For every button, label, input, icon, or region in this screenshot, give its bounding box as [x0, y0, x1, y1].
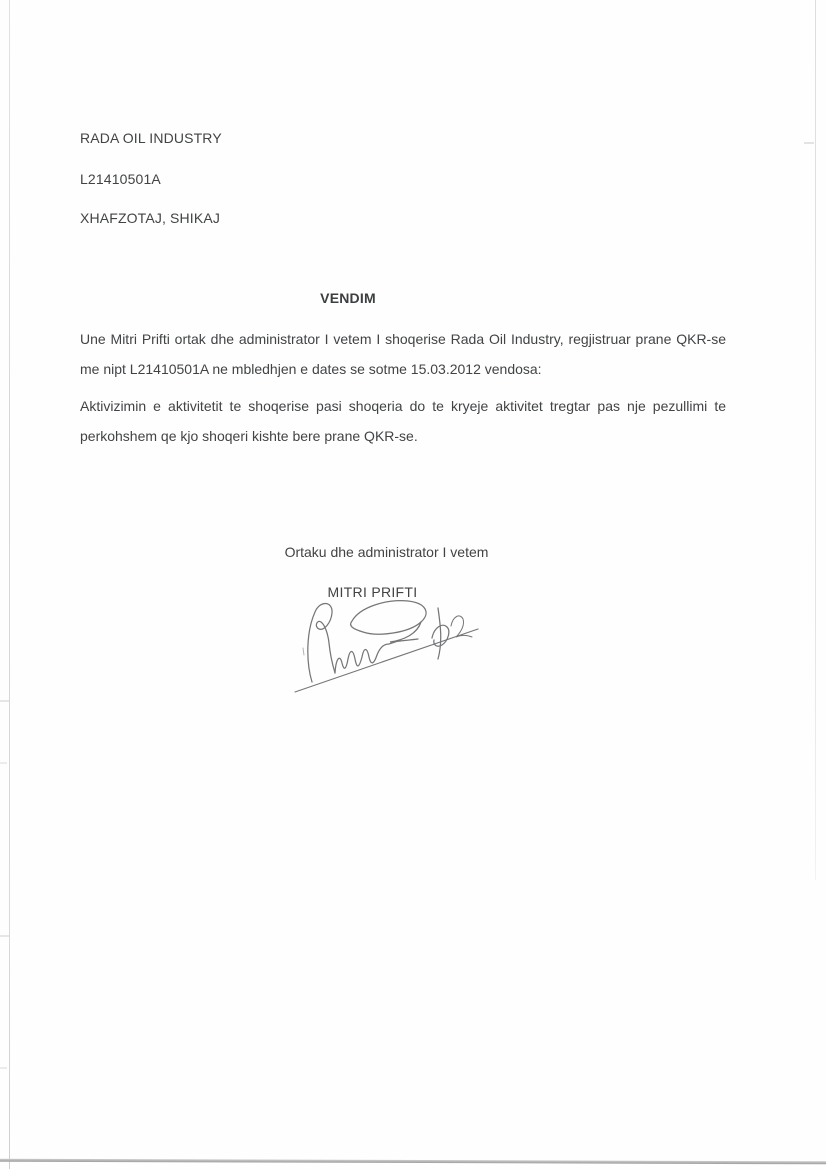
- scan-edge-bottom-line: [0, 1159, 826, 1165]
- scan-artifact-tick: [804, 142, 814, 144]
- scan-artifact-tick: [0, 1067, 7, 1069]
- body-paragraph-1: Une Mitri Prifti ortak dhe administrator I vetem I shoqerise Rada Oil Industry, regjistruar prane QKR-se me nipt L21410501A ne mbledhjen e dates se sotme 15.03.2012 vendosa:: [80, 331, 726, 377]
- scan-artifact-tick: [0, 762, 7, 764]
- registration-number: L21410501A: [80, 171, 161, 187]
- scan-artifact-tick: [0, 935, 9, 937]
- signature-role-line: Ortaku dhe administrator I vetem: [284, 544, 489, 560]
- company-name: RADA OIL INDUSTRY: [80, 130, 222, 146]
- company-location: XHAFZOTAJ, SHIKAJ: [80, 210, 220, 226]
- document-title: VENDIM: [320, 290, 376, 306]
- body-paragraph-2: Aktivizimin e aktivitetit te shoqerise pasi shoqeria do te kryeje aktivitet tregtar pas nje pezullimi te perkohshem qe kjo shoqeri kishte bere prane QKR-se.: [80, 398, 726, 444]
- scan-artifact-tick: [0, 700, 9, 702]
- scan-edge-left-line: [9, 0, 10, 1169]
- handwritten-signature-icon: [286, 596, 491, 704]
- signatory-name: MITRI PRIFTI: [327, 584, 418, 600]
- scan-edge-right-line: [815, 0, 816, 880]
